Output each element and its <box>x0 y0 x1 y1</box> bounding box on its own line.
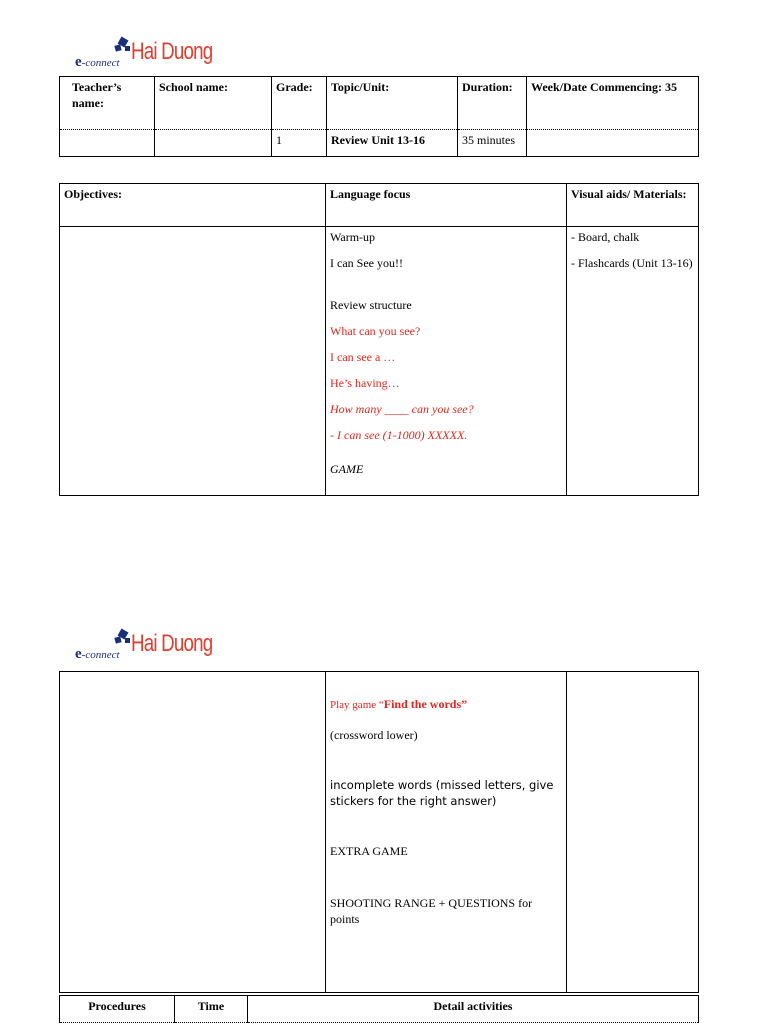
structure-5: - I can see (1-1000) XXXXX. <box>330 428 468 442</box>
grade-value: 1 <box>272 130 327 157</box>
materials-header: Visual aids/ Materials: <box>567 184 699 227</box>
week-date-value <box>527 130 699 157</box>
topic-unit-header: Topic/Unit: <box>327 77 458 130</box>
logo-econnect: e-connect <box>75 54 120 70</box>
logo-graduation-icon <box>113 628 133 646</box>
school-name-header: School name: <box>155 77 272 130</box>
objectives-cell <box>60 227 326 496</box>
language-focus-cell <box>326 227 567 496</box>
language-focus-continued-cell <box>326 672 567 993</box>
structure-4: How many ____ can you see? <box>330 402 474 416</box>
teacher-name-value <box>60 130 155 157</box>
language-focus-header: Language focus <box>326 184 567 227</box>
logo-page-2 <box>75 630 213 664</box>
game-label: GAME <box>330 462 364 476</box>
extra-game-label: EXTRA GAME <box>330 844 408 858</box>
logo-brand: Hai Duong <box>131 630 213 657</box>
logo-graduation-icon <box>113 36 133 54</box>
topic-unit-value: Review Unit 13-16 <box>327 130 458 157</box>
materials-continued-cell <box>567 672 699 993</box>
procedures-header: Procedures <box>60 996 175 1023</box>
warmup-label: Warm-up <box>330 230 376 244</box>
grade-header: Grade: <box>272 77 327 130</box>
week-date-header: Week/Date Commencing: 35 <box>527 77 699 130</box>
materials-cell <box>567 227 699 496</box>
logo-econnect: e-connect <box>75 646 120 662</box>
time-header: Time <box>175 996 248 1023</box>
school-name-value <box>155 130 272 157</box>
material-board: - Board, chalk <box>571 230 640 244</box>
objectives-table <box>59 183 699 496</box>
logo-brand: Hai Duong <box>131 38 213 65</box>
logo <box>75 38 213 72</box>
teacher-name-header: Teacher’s name: <box>60 77 155 130</box>
incomplete-words-note: incomplete words (missed letters, give stickers for the right answer) <box>330 778 554 808</box>
objectives-header: Objectives: <box>60 184 326 227</box>
crossword-note: (crossword lower) <box>330 728 418 742</box>
structure-2: I can see a … <box>330 350 396 364</box>
structure-3: He’s having… <box>330 376 400 390</box>
duration-header: Duration: <box>458 77 527 130</box>
structure-1: What can you see? <box>330 324 421 338</box>
review-structure-label: Review structure <box>330 298 412 312</box>
lesson-header-table <box>59 76 699 157</box>
warmup-activity: I can See you!! <box>330 256 403 270</box>
continuation-table <box>59 671 699 993</box>
shooting-range-note: SHOOTING RANGE + QUESTIONS for points <box>330 896 533 926</box>
detail-activities-header: Detail activities <box>248 996 699 1023</box>
duration-value: 35 minutes <box>458 130 527 157</box>
play-game-line: Play game “Find the words” <box>330 697 468 711</box>
procedures-table <box>59 995 699 1023</box>
objectives-continued-cell <box>60 672 326 993</box>
material-flashcards: - Flashcards (Unit 13-16) <box>571 256 693 270</box>
